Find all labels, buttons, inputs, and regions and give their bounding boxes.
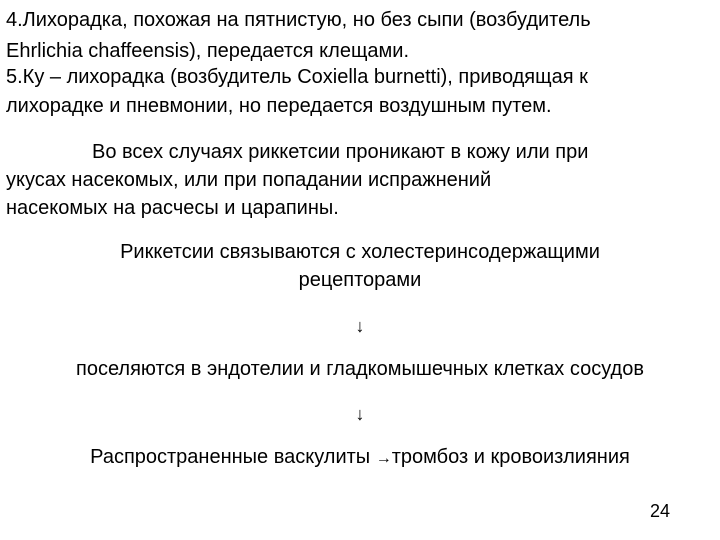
scheme-step-2: поселяются в эндотелии и гладкомышечных клетках сосудов	[76, 358, 644, 380]
paragraph-line-3: насекомых на расчесы и царапины.	[6, 197, 339, 219]
paragraph-line-2: укусах насекомых, или при попадании испражнений	[6, 169, 492, 191]
scheme-step-3-part-2: тромбоз и кровоизлияния	[391, 446, 630, 468]
down-arrow-icon-1: ↓	[355, 316, 365, 336]
page-number: 24	[649, 501, 671, 521]
item-4-line-2: Ehrlichia chaffeensis), передается клещами.	[6, 40, 409, 62]
item-5-line-1: 5.Ку – лихорадка (возбудитель Coxiella burnetti), приводящая к	[6, 66, 588, 88]
right-arrow-icon: →	[375, 450, 392, 467]
scheme-step-1-line-1: Риккетсии связываются с холестеринсодержащими	[120, 241, 600, 263]
scheme-step-3-part-1: Распространенные васкулиты	[90, 446, 376, 468]
down-arrow-icon-2: ↓	[355, 404, 365, 424]
scheme-step-1-line-2: рецепторами	[298, 269, 422, 291]
item-4-line-1: 4.Лихорадка, похожая на пятнистую, но без сыпи (возбудитель	[6, 9, 591, 31]
paragraph-line-1: Во всех случаях риккетсии проникают в кожу или при	[92, 141, 589, 163]
scheme-step-3	[0, 445, 720, 471]
item-5-line-2: лихорадке и пневмонии, но передается воздушным путем.	[6, 95, 552, 117]
